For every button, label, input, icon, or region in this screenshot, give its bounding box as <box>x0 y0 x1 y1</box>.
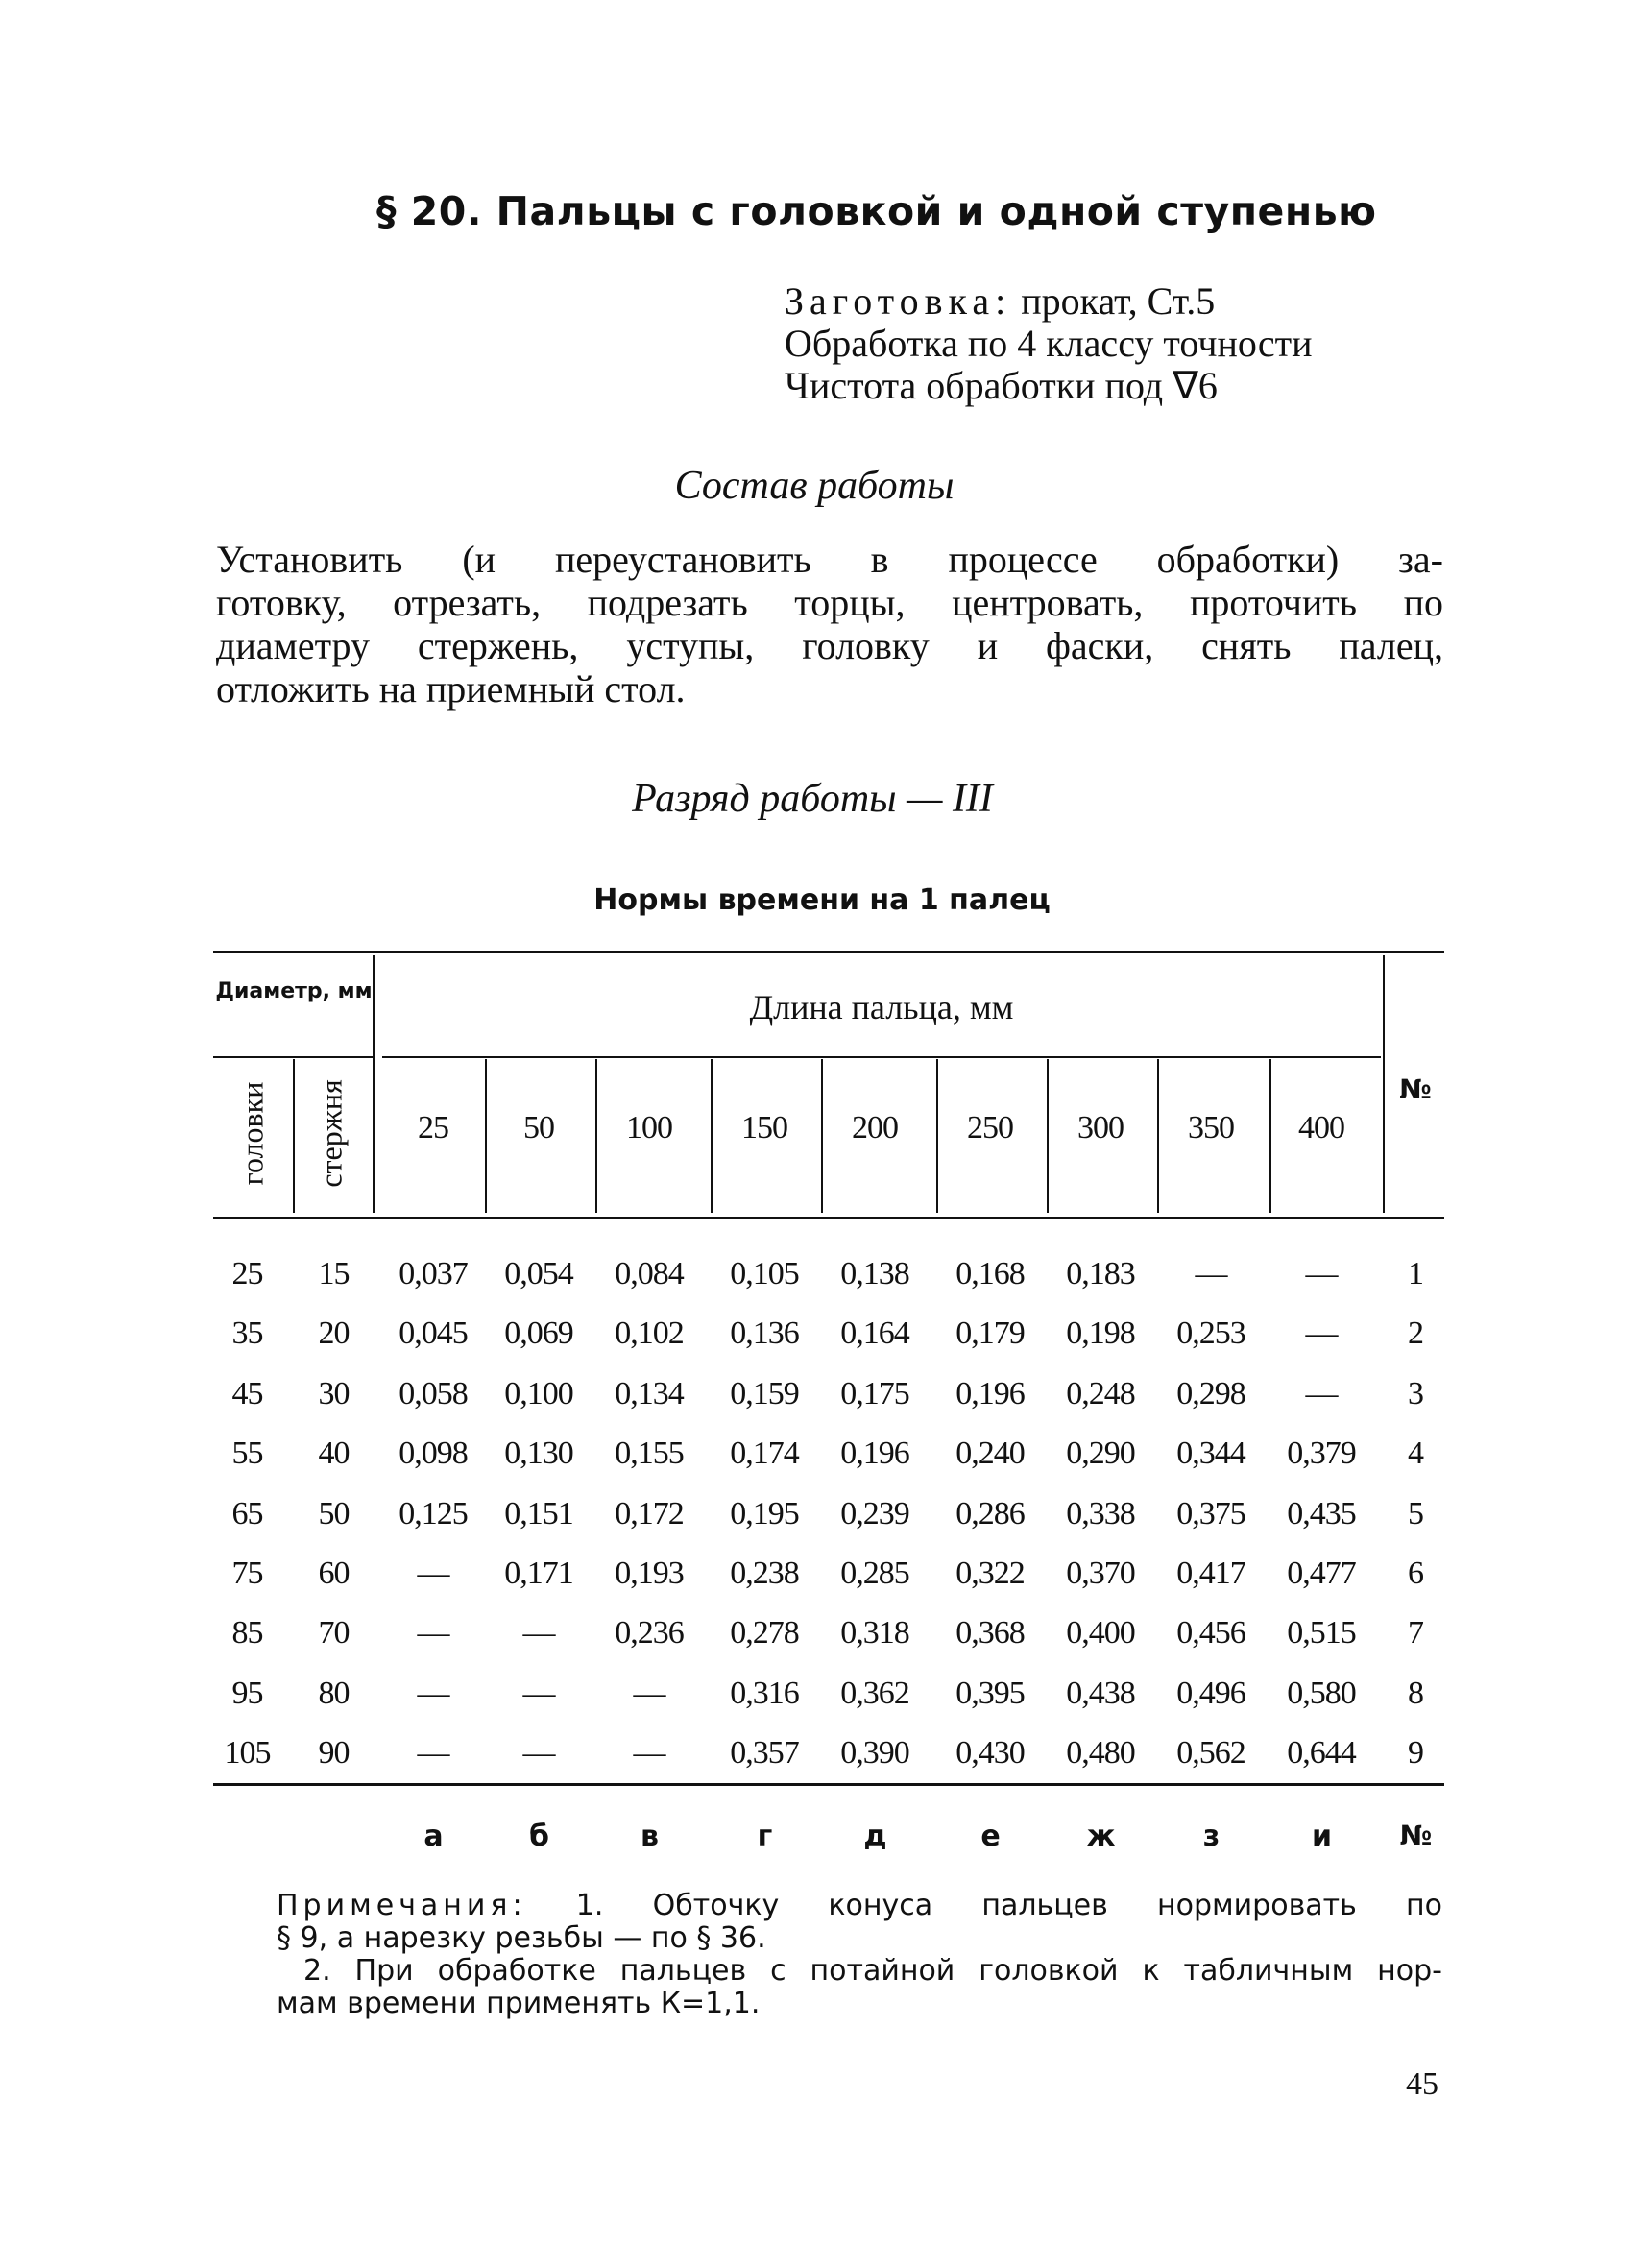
time-norm-cell: 0,370 <box>1066 1556 1135 1591</box>
shaft-diameter-cell: 30 <box>318 1376 350 1411</box>
time-norm-cell: 0,430 <box>955 1735 1025 1771</box>
time-norm-cell: 0,138 <box>840 1256 909 1291</box>
time-norm-cell: 0,172 <box>615 1496 684 1532</box>
time-norm-cell: — <box>522 1676 555 1711</box>
time-norm-cell: 0,362 <box>840 1676 909 1711</box>
time-norm-cell: — <box>417 1676 449 1711</box>
shaft-diameter-cell: 20 <box>318 1315 350 1351</box>
time-norm-cell: 0,130 <box>504 1436 573 1471</box>
time-norm-cell: 0,193 <box>615 1556 684 1591</box>
time-norm-cell: 0,171 <box>504 1556 573 1591</box>
row-number-cell: 3 <box>1408 1376 1423 1411</box>
time-norm-cell: — <box>417 1615 449 1651</box>
length-header-350: 350 <box>1188 1110 1234 1146</box>
time-norm-cell: 0,395 <box>955 1676 1025 1711</box>
spec-workpiece-value: прокат, Ст.5 <box>1011 279 1216 323</box>
time-norm-cell: 0,098 <box>399 1436 468 1471</box>
table-top-rule <box>213 951 1444 953</box>
row-number-cell: 8 <box>1408 1676 1423 1711</box>
composition-line-1: Установить (и переустановить в процессе обработки) за- <box>216 538 1443 581</box>
length-header-300: 300 <box>1077 1110 1124 1146</box>
time-norm-cell: 0,155 <box>615 1436 684 1471</box>
time-norm-cell: 0,151 <box>504 1496 573 1532</box>
time-norm-cell: 0,456 <box>1176 1615 1245 1651</box>
no-column-header: № <box>1399 1074 1432 1105</box>
head-diameter-cell: 95 <box>231 1676 263 1711</box>
time-norm-cell: 0,562 <box>1176 1735 1245 1771</box>
time-norm-cell: 0,435 <box>1287 1496 1356 1532</box>
time-norm-cell: 0,198 <box>1066 1315 1135 1351</box>
column-letter: б <box>529 1820 548 1853</box>
composition-paragraph <box>216 538 1443 711</box>
head-diameter-cell: 75 <box>231 1556 263 1591</box>
time-norm-cell: 0,379 <box>1287 1436 1356 1471</box>
time-norm-cell: 0,338 <box>1066 1496 1135 1532</box>
length-header-150: 150 <box>741 1110 787 1146</box>
time-norm-cell: 0,515 <box>1287 1615 1356 1651</box>
time-norm-cell: 0,496 <box>1176 1676 1245 1711</box>
time-norm-cell: 0,368 <box>955 1615 1025 1651</box>
table-title: Нормы времени на 1 палец <box>593 883 1051 917</box>
column-letter: з <box>1202 1820 1220 1853</box>
shaft-diameter-cell: 80 <box>318 1676 350 1711</box>
time-norm-cell: 0,357 <box>730 1735 799 1771</box>
time-norm-cell: 0,644 <box>1287 1735 1356 1771</box>
composition-line-4: отложить на приемный стол. <box>216 667 686 711</box>
time-norm-cell: 0,344 <box>1176 1436 1245 1471</box>
head-diameter-cell: 85 <box>231 1615 263 1651</box>
time-norm-cell: 0,322 <box>955 1556 1025 1591</box>
length-header-rule <box>382 1056 1381 1058</box>
time-norm-cell: 0,298 <box>1176 1376 1245 1411</box>
time-norm-cell: 0,375 <box>1176 1496 1245 1532</box>
time-norm-cell: — <box>1305 1376 1338 1411</box>
notes-label: Примечания: <box>277 1889 527 1922</box>
row-number-cell: 2 <box>1408 1315 1423 1351</box>
time-norm-cell: 0,134 <box>615 1376 684 1411</box>
time-norm-cell: 0,069 <box>504 1315 573 1351</box>
note-line-2: § 9, а нарезку резьбы — по § 36. <box>277 1921 766 1955</box>
column-letter: ж <box>1086 1820 1115 1853</box>
time-norm-cell: 0,400 <box>1066 1615 1135 1651</box>
row-number-cell: 1 <box>1408 1256 1423 1291</box>
shaft-column-header: стержня <box>313 1079 349 1188</box>
time-norm-cell: 0,168 <box>955 1256 1025 1291</box>
time-norm-cell: 0,438 <box>1066 1676 1135 1711</box>
section-title: § 20. Пальцы с головкой и одной ступенью <box>376 188 1377 234</box>
page-number: 45 <box>1406 2066 1438 2102</box>
length-header-50: 50 <box>523 1110 554 1146</box>
head-diameter-cell: 105 <box>224 1735 271 1771</box>
length-header-25: 25 <box>418 1110 448 1146</box>
length-header-250: 250 <box>967 1110 1013 1146</box>
time-norm-cell: 0,100 <box>504 1376 573 1411</box>
time-norm-cell: 0,253 <box>1176 1315 1245 1351</box>
head-diameter-cell: 25 <box>231 1256 263 1291</box>
shaft-diameter-cell: 15 <box>318 1256 350 1291</box>
time-norm-cell: 0,316 <box>730 1676 799 1711</box>
time-norm-cell: 0,480 <box>1066 1735 1135 1771</box>
time-norm-cell: 0,196 <box>955 1376 1025 1411</box>
spec-workpiece-label: Заготовка: <box>785 279 1012 323</box>
time-norm-cell: 0,136 <box>730 1315 799 1351</box>
time-norm-cell: 0,240 <box>955 1436 1025 1471</box>
time-norm-cell: — <box>1305 1315 1338 1351</box>
time-norm-cell: 0,175 <box>840 1376 909 1411</box>
footer-no-label: № <box>1399 1820 1432 1851</box>
head-shaft-divider <box>293 1059 295 1213</box>
time-norm-cell: 0,580 <box>1287 1676 1356 1711</box>
composition-heading: Состав работы <box>674 464 955 508</box>
time-norm-cell: 0,239 <box>840 1496 909 1532</box>
time-norm-cell: 0,196 <box>840 1436 909 1471</box>
row-number-cell: 4 <box>1408 1436 1423 1471</box>
column-letter: е <box>980 1820 1000 1853</box>
time-norm-cell: 0,477 <box>1287 1556 1356 1591</box>
time-norm-cell: 0,179 <box>955 1315 1025 1351</box>
notes-block <box>277 1890 1442 2020</box>
head-diameter-cell: 55 <box>231 1436 263 1471</box>
time-norm-cell: — <box>633 1735 665 1771</box>
time-norm-cell: 0,417 <box>1176 1556 1245 1591</box>
shaft-diameter-cell: 60 <box>318 1556 350 1591</box>
time-norm-cell: 0,164 <box>840 1315 909 1351</box>
time-norm-cell: 0,183 <box>1066 1256 1135 1291</box>
header-bottom-rule <box>213 1217 1444 1219</box>
column-letter: г <box>757 1820 772 1853</box>
time-norm-cell: 0,174 <box>730 1436 799 1471</box>
diameter-header: Диаметр, мм <box>215 979 373 1003</box>
note-line-4: мам времени применять К=1,1. <box>277 1987 761 2020</box>
note-line-1 <box>277 1890 1442 1922</box>
time-norm-cell: 0,318 <box>840 1615 909 1651</box>
time-norm-cell: 0,390 <box>840 1735 909 1771</box>
time-norm-cell: — <box>417 1556 449 1591</box>
time-norm-cell: 0,159 <box>730 1376 799 1411</box>
spec-accuracy: Обработка по 4 классу точности <box>785 322 1313 365</box>
time-norm-cell: — <box>1195 1256 1227 1291</box>
column-letter: а <box>423 1820 443 1853</box>
row-number-cell: 9 <box>1408 1735 1423 1771</box>
column-letter: в <box>641 1820 658 1853</box>
time-norm-cell: 0,084 <box>615 1256 684 1291</box>
table-bottom-rule <box>213 1783 1444 1786</box>
composition-line-3: диаметру стержень, уступы, головку и фаски, снять палец, <box>216 624 1443 667</box>
head-diameter-cell: 65 <box>231 1496 263 1532</box>
time-norm-cell: 0,125 <box>399 1496 468 1532</box>
time-norm-cell: 0,290 <box>1066 1436 1135 1471</box>
shaft-diameter-cell: 90 <box>318 1735 350 1771</box>
head-diameter-cell: 35 <box>231 1315 263 1351</box>
composition-line-2: готовку, отрезать, подрезать торцы, центровать, проточить по <box>216 581 1443 624</box>
time-norm-cell: 0,248 <box>1066 1376 1135 1411</box>
time-norm-cell: — <box>633 1676 665 1711</box>
column-letter: д <box>863 1820 886 1853</box>
time-norm-cell: 0,102 <box>615 1315 684 1351</box>
time-norm-cell: 0,236 <box>615 1615 684 1651</box>
shaft-diameter-cell: 70 <box>318 1615 350 1651</box>
shaft-diameter-cell: 40 <box>318 1436 350 1471</box>
length-header-400: 400 <box>1298 1110 1344 1146</box>
spec-finish: Чистота обработки под ∇6 <box>785 364 1218 407</box>
time-norm-cell: 0,105 <box>730 1256 799 1291</box>
time-norm-cell: 0,058 <box>399 1376 468 1411</box>
head-diameter-cell: 45 <box>231 1376 263 1411</box>
length-header-200: 200 <box>852 1110 898 1146</box>
head-column-header: головки <box>234 1081 270 1186</box>
length-header: Длина пальца, мм <box>749 988 1014 1026</box>
row-number-cell: 7 <box>1408 1615 1423 1651</box>
time-norm-cell: 0,195 <box>730 1496 799 1532</box>
work-grade: Разряд работы — III <box>632 777 993 821</box>
row-number-cell: 5 <box>1408 1496 1423 1532</box>
time-norm-cell: — <box>522 1615 555 1651</box>
no-divider <box>1383 955 1385 1213</box>
length-header-100: 100 <box>626 1110 672 1146</box>
time-norm-cell: — <box>1305 1256 1338 1291</box>
time-norm-cell: 0,278 <box>730 1615 799 1651</box>
column-letter: и <box>1311 1820 1332 1853</box>
time-norm-cell: 0,045 <box>399 1315 468 1351</box>
note-line-3: 2. При обработке пальцев с потайной головкой к табличным нор- <box>303 1954 1442 1988</box>
time-norm-cell: 0,037 <box>399 1256 468 1291</box>
time-norm-cell: — <box>417 1735 449 1771</box>
time-norm-cell: — <box>522 1735 555 1771</box>
row-number-cell: 6 <box>1408 1556 1423 1591</box>
spec-workpiece <box>785 278 1215 324</box>
time-norm-cell: 0,054 <box>504 1256 573 1291</box>
time-norm-cell: 0,238 <box>730 1556 799 1591</box>
note-1-text: 1. Обточку конуса пальцев нормировать по <box>526 1889 1442 1922</box>
shaft-diameter-cell: 50 <box>318 1496 350 1532</box>
time-norm-cell: 0,285 <box>840 1556 909 1591</box>
time-norm-cell: 0,286 <box>955 1496 1025 1532</box>
